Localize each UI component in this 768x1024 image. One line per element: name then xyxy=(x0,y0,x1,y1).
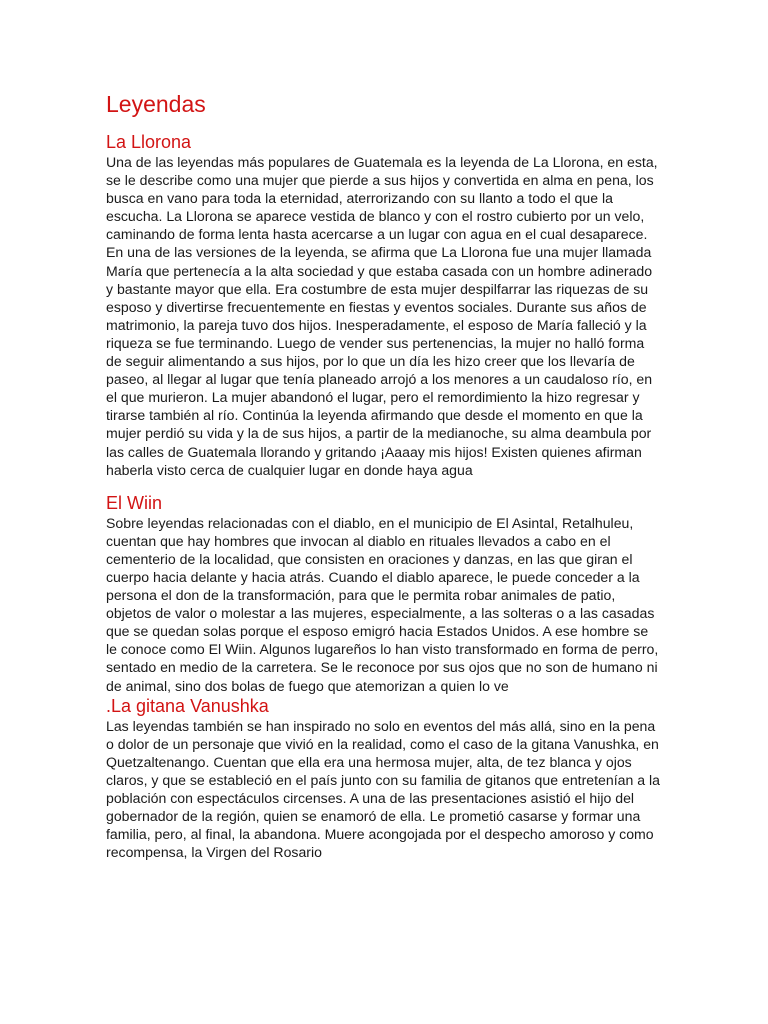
section-la-gitana-vanushka xyxy=(106,695,662,862)
section-body-el-wiin: Sobre leyendas relacionadas con el diablo, en el municipio de El Asintal, Retalhuleu, cuentan que hay hombres que invocan al diablo en rituales llevados a cabo en el cementerio de la localidad, que consisten en oraciones y danzas, en las que giran el cuerpo hacia delante y hacia atrás. Cuando el diablo aparece, le puede conceder a la persona el don de la transformación, para que le permita robar animales de patio, objetos de valor o molestar a las mujeres, especialmente, a las solteras o a las casadas que se quedan solas porque el esposo emigró hacia Estados Unidos. A ese hombre se le conoce como El Wiin. Algunos lugareños lo han visto transformado en forma de perro, sentado en medio de la carretera. Se le reconoce por sus ojos que no son de humano ni de animal, sino dos bolas de fuego que atemorizan a quien lo ve xyxy=(106,514,659,694)
section-heading-el-wiin: El Wiin xyxy=(106,492,163,513)
section-heading-la-llorona: La Llorona xyxy=(106,132,192,152)
document-title: Leyendas xyxy=(106,91,206,117)
section-body-la-gitana-vanushka: Las leyendas también se han inspirado no solo en eventos del más allá, sino en la pena o dolor de un personaje que vivió en la realidad, como el caso de la gitana Vanushka, en Quetzaltenango. Cuentan que ella era una hermosa mujer, alta, de tez blanca y ojos claros, y que se estableció en el país junto con su familia de gitanos que entretenían a la población con espectáculos circenses. A una de las presentaciones asistió el hijo del gobernador de la región, quien se enamoró de ella. Le prometió casarse y formar una familia, pero, al final, la abandona. Muere acongojada por el despecho amoroso y como recompensa, la Virgen del Rosario xyxy=(106,717,660,861)
section-heading-la-gitana-vanushka: .La gitana Vanushka xyxy=(106,695,269,716)
section-body-la-llorona: Una de las leyendas más populares de Guatemala es la leyenda de La Llorona, en esta, se le describe como una mujer que pierde a sus hijos y convertida en alma en pena, los busca en vano para toda la eternidad, aterrorizando con su llanto a todo el que la escucha. La Llorona se aparece vestida de blanco y con el rostro cubierto por un velo, caminando de forma lenta hasta acercarse a un lugar con agua en el cual desaparece. En una de las versiones de la leyenda, se afirma que La Llorona fue una mujer llamada María que pertenecía a la alta sociedad y que estaba casada con un hombre adinerado y bastante mayor que ella. Era costumbre de esta mujer despilfarrar las riquezas de su esposo y divertirse frecuentemente en fiestas y eventos sociales. Durante sus años de matrimonio, la pareja tuvo dos hijos. Inesperadamente, el esposo de María falleció y la riqueza se fue terminando. Luego de vender sus pertenencias, la mujer no halló forma de seguir alimentando a sus hijos, por lo que un día les hizo creer que los llevaría de paseo, al llegar al lugar que tenía planeado arrojó a los menores a un caudaloso río, en el que murieron. La mujer abandonó el lugar, pero el remordimiento la hizo regresar y tirarse también al río. Continúa la leyenda afirmando que desde el momento en que la mujer perdió su vida y la de sus hijos, a partir de la medianoche, su alma deambula por las calles de Guatemala llorando y gritando ¡Aaaay mis hijos! Existen quienes afirman haberla visto cerca de cualquier lugar en donde haya agua xyxy=(106,154,658,478)
section-el-wiin xyxy=(106,492,662,695)
document-page xyxy=(106,88,662,861)
section-la-llorona xyxy=(106,131,662,479)
